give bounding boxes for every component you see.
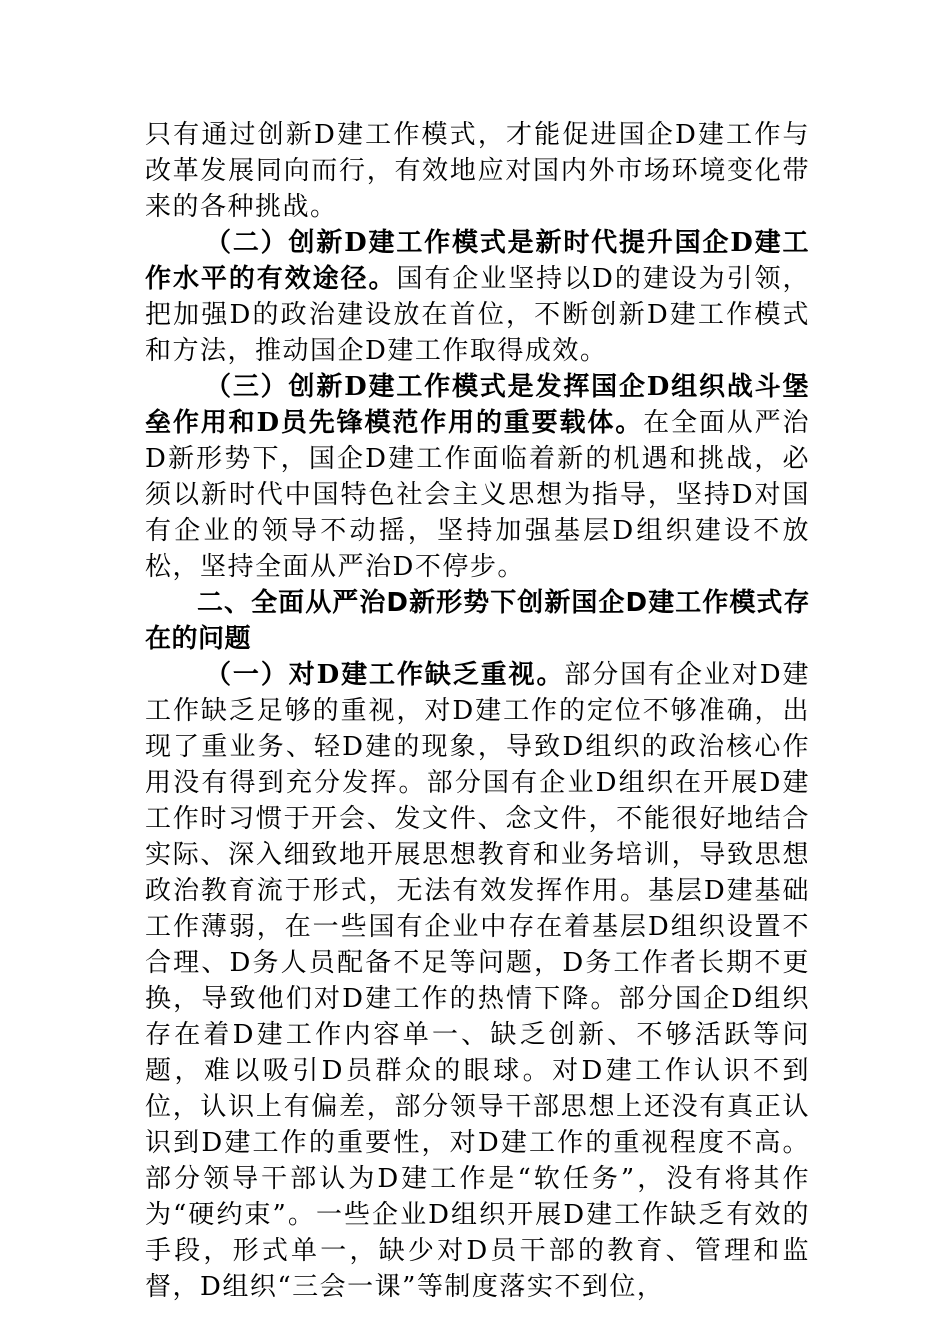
document-body: [145, 117, 810, 1305]
paragraph-text: 在全面从严治D新形势下，国企D建工作面临着新的机遇和挑战，必须以新时代中国特色社会主义思想为指导，坚持D对国有企业的领导不动摇，坚持加强基层D组织建设不放松，坚持全面从严治D不停步。: [145, 408, 810, 582]
section-heading: 二、全面从严治D新形势下创新国企D建工作模式存在的问题: [145, 588, 810, 654]
paragraph-3: [145, 369, 810, 585]
paragraph-4: [145, 657, 810, 1305]
paragraph-text: 部分国有企业对D建工作缺乏足够的重视，对D建工作的定位不够准确，出现了重业务、轻D建的现象，导致D组织的政治核心作用没有得到充分发挥。部分国有企业D组织在开展D建工作时习惯于开会、发文件、念文件，不能很好地结合实际、深入细致地开展思想教育和业务培训，导致思想政治教育流于形式，无法有效发挥作用。基层D建基础工作薄弱，在一些国有企业中存在着基层D组织设置不合理、D务人员配备不足等问题，D务工作者长期不更换，导致他们对D建工作的热情下降。部分国企D组织存在着D建工作内容单一、缺乏创新、不够活跃等问题，难以吸引D员群众的眼球。对D建工作认识不到位，认识上有偏差，部分领导干部思想上还没有真正认识到D建工作的重要性，对D建工作的重视程度不高。部分领导干部认为D建工作是“软任务”，没有将其作为“硬约束”。一些企业D组织开展D建工作缺乏有效的手段，形式单一，缺少对D员干部的教育、管理和监督，D组织“三会一课”等制度落实不到位，: [145, 660, 810, 1302]
paragraph-lead: （二）创新D建工作模式是新时代提升国企D建工作水平的有效途径。: [145, 228, 810, 294]
paragraph-lead: （一）对D建工作缺乏重视。: [205, 660, 565, 690]
paragraph-text: 国有企业坚持以D的建设为引领，把加强D的政治建设放在首位，不断创新D建工作模式和方法，推动国企D建工作取得成效。: [145, 264, 810, 366]
paragraph-continuation: [145, 117, 810, 225]
paragraph-lead: （三）创新D建工作模式是发挥国企D组织战斗堡垒作用和D员先锋模范作用的重要载体。: [145, 372, 810, 438]
paragraph-text: 只有通过创新D建工作模式，才能促进国企D建工作与改革发展同向而行，有效地应对国内外市场环境变化带来的各种挑战。: [145, 120, 810, 222]
paragraph-2: [145, 225, 810, 369]
